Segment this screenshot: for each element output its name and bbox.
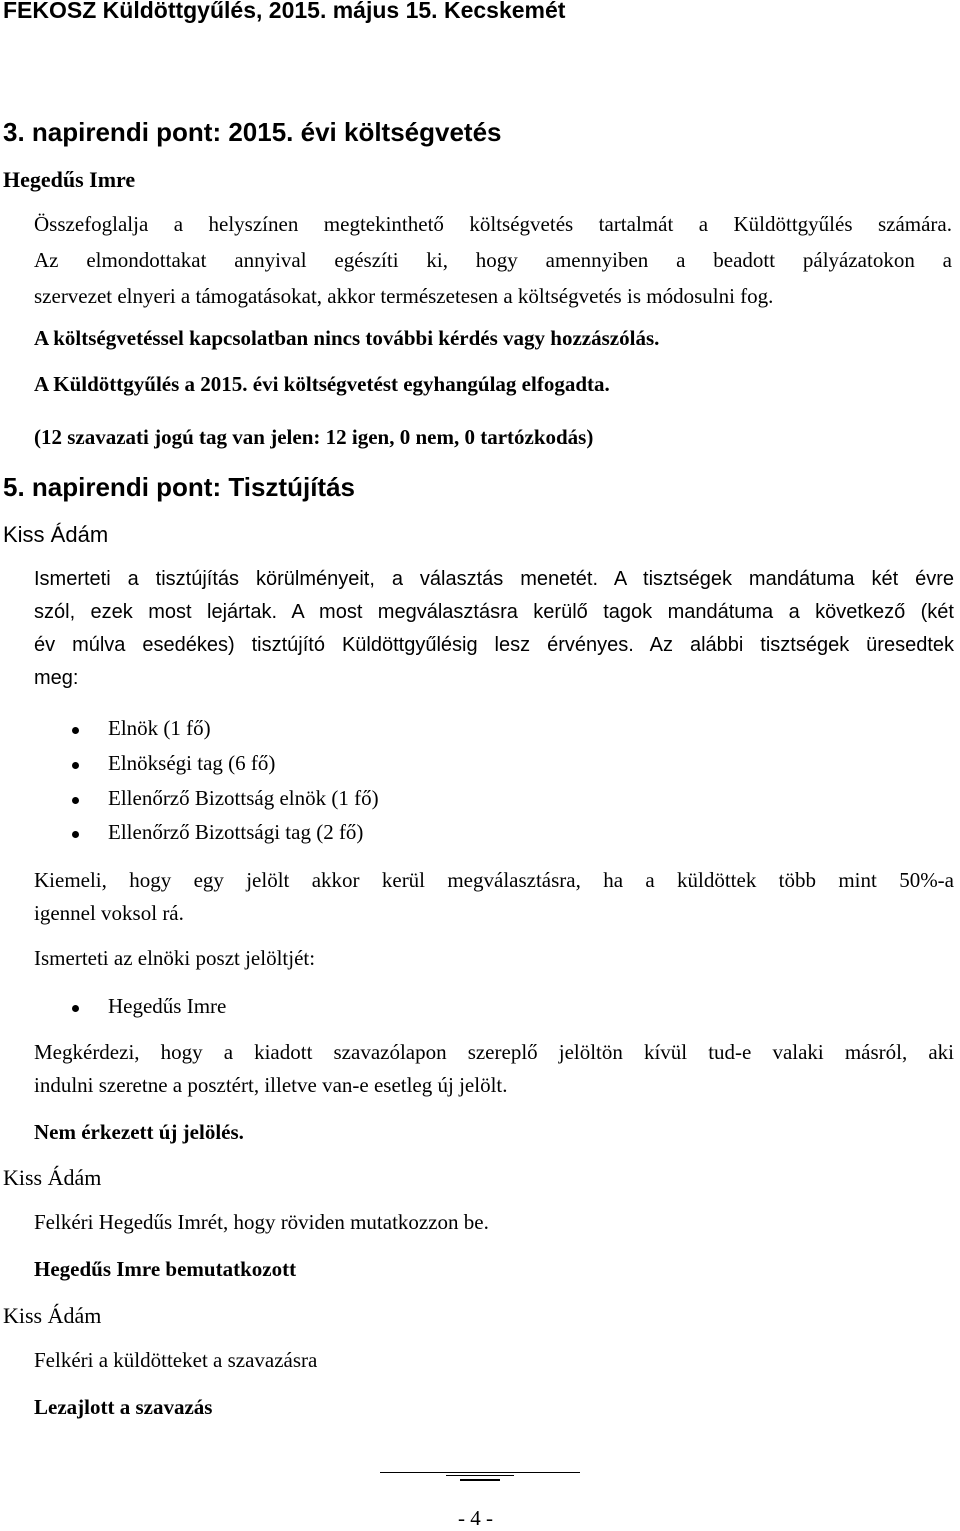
- paragraph-line: Ismerteti a tisztújítás körülményeit, a választás menetét. A tisztségek mandátuma két évre: [34, 568, 954, 590]
- vote-result: (12 szavazati jogú tag van jelen: 12 igen, 0 nem, 0 tartózkodás): [34, 425, 594, 449]
- introduction-done: Hegedűs Imre bemutatkozott: [34, 1257, 297, 1281]
- section-5-speaker: Kiss Ádám: [3, 522, 109, 547]
- document-header: FEKOSZ Küldöttgyűlés, 2015. május 15. Kecskemét: [3, 0, 566, 23]
- paragraph-line: Összefoglalja a helyszínen megtekinthető költségvetés tartalmát a Küldöttgyűlés számára.: [34, 212, 952, 236]
- page-number: - 4 -: [458, 1506, 493, 1530]
- section-5-title: 5. napirendi pont: Tisztújítás: [3, 472, 355, 502]
- speaker-label: Kiss Ádám: [3, 1303, 102, 1328]
- section-3-speaker: Hegedűs Imre: [3, 167, 136, 192]
- bullet-icon: [72, 797, 79, 804]
- paragraph-line: Megkérdezi, hogy a kiadott szavazólapon szereplő jelöltön kívül tud-e valaki másról, aki: [34, 1040, 954, 1064]
- section-3-title: 3. napirendi pont: 2015. évi költségvetés: [3, 117, 502, 147]
- candidate-intro: Ismerteti az elnöki poszt jelöltjét:: [34, 946, 316, 970]
- footer-divider: [380, 1472, 580, 1473]
- section-3-paragraph: [34, 212, 952, 320]
- vote-request: Felkéri a küldötteket a szavazásra: [34, 1348, 318, 1372]
- vote-completed: Lezajlott a szavazás: [34, 1395, 213, 1419]
- no-new-nomination: Nem érkezett új jelölés.: [34, 1120, 244, 1144]
- list-item: Ellenőrző Bizottság elnök (1 fő): [108, 786, 379, 810]
- question-paragraph: [34, 1040, 954, 1106]
- bullet-icon: [72, 727, 79, 734]
- paragraph-line: Kiemeli, hogy egy jelölt akkor kerül megválasztásra, ha a küldöttek több mint 50%-a: [34, 868, 954, 892]
- bullet-icon: [72, 762, 79, 769]
- paragraph-line: szól, ezek most lejártak. A most megválasztásra kerülő tagok mandátuma a következő (két: [34, 601, 954, 623]
- list-item: Elnök (1 fő): [108, 716, 211, 740]
- paragraph-line: indulni szeretne a posztért, illetve van-e esetleg új jelölt.: [34, 1073, 508, 1097]
- bullet-icon: [72, 1005, 79, 1012]
- intro-request: Felkéri Hegedűs Imrét, hogy röviden mutatkozzon be.: [34, 1210, 489, 1234]
- no-questions-statement: A költségvetéssel kapcsolatban nincs további kérdés vagy hozzászólás.: [34, 326, 660, 350]
- emphasis-paragraph: [34, 868, 954, 934]
- paragraph-line: szervezet elnyeri a támogatásokat, akkor természetesen a költségvetés is módosulni fog.: [34, 284, 774, 308]
- bullet-icon: [72, 831, 79, 838]
- paragraph-line: év múlva esedékes) tisztújító Küldöttgyűlésig lesz érvényes. Az alábbi tisztségek üresedtek: [34, 634, 954, 656]
- footer-divider: [446, 1475, 514, 1476]
- list-item: Ellenőrző Bizottsági tag (2 fő): [108, 820, 364, 844]
- speaker-label: Kiss Ádám: [3, 1165, 102, 1190]
- footer-divider: [460, 1479, 500, 1481]
- list-item: Elnökségi tag (6 fő): [108, 751, 276, 775]
- section-5-paragraph: [34, 568, 954, 700]
- decision-statement: A Küldöttgyűlés a 2015. évi költségvetést egyhangúlag elfogadta.: [34, 372, 610, 396]
- paragraph-line: igennel voksol rá.: [34, 901, 184, 925]
- candidate-item: Hegedűs Imre: [108, 994, 227, 1018]
- paragraph-line: meg:: [34, 667, 79, 689]
- paragraph-line: Az elmondottakat annyival egészíti ki, hogy amennyiben a beadott pályázatokon a: [34, 248, 952, 272]
